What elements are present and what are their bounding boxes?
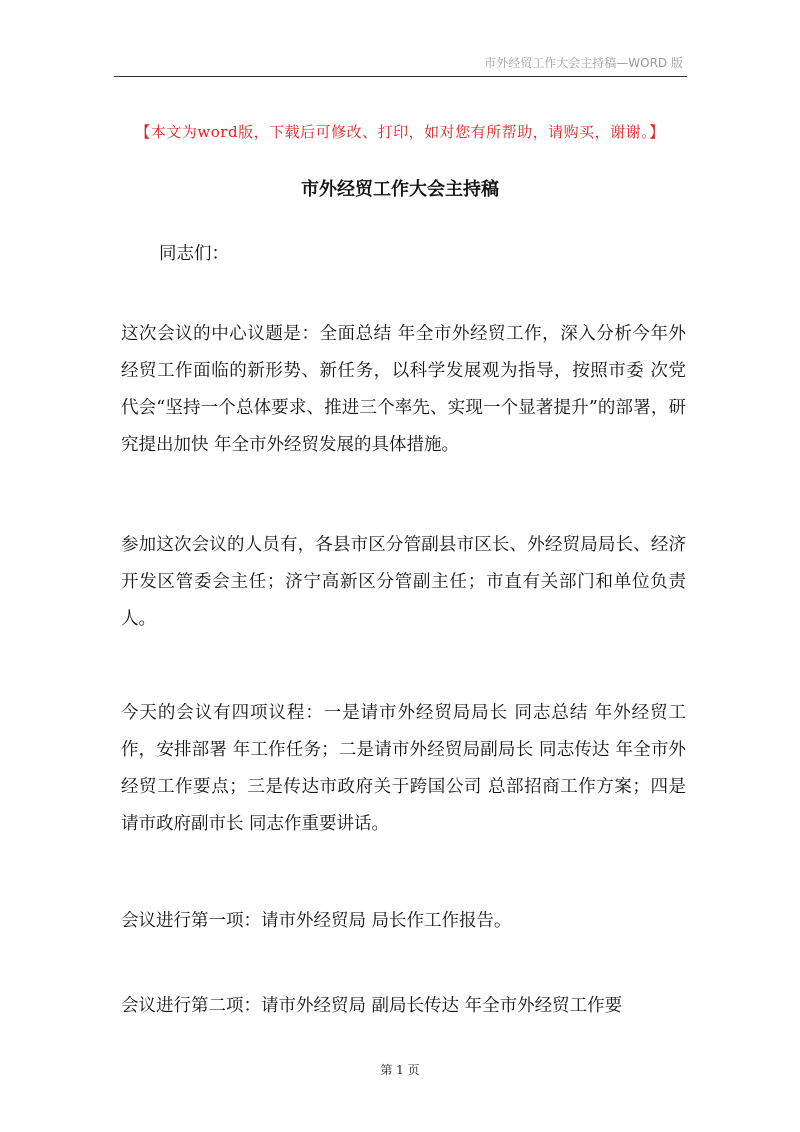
download-notice: 【本文为word版，下载后可修改、打印，如对您有所帮助，请购买，谢谢。】 — [135, 123, 665, 141]
paragraph-agenda-theme: 这次会议的中心议题是：全面总结 年全市外经贸工作，深入分析今年外经贸工作面临的新形势、新任务，以科学发展观为指导，按照市委 次党代会“坚持一个总体要求、推进三个率先、实现一个显著提升”的部署，研究提出加快 年全市外经贸发展的具体措施。 — [121, 324, 686, 455]
header-divider — [114, 76, 687, 77]
paragraph-four-items: 今天的会议有四项议程：一是请市外经贸局局长 同志总结 年外经贸工作，安排部署 年工作任务；二是请市外经贸局副局长 同志传达 年全市外经贸工作要点；三是传达市政府关于跨国公司 总部招商工作方案；四是请市政府副市长 同志作重要讲话。 — [121, 703, 686, 834]
paragraph-attendees: 参加这次会议的人员有，各县市区分管副县市区长、外经贸局局长、经济开发区管委会主任；济宁高新区分管副主任；市直有关部门和单位负责人。 — [121, 535, 686, 629]
page-number: 第 1 页 — [380, 1063, 420, 1077]
paragraph-item-two: 会议进行第二项：请市外经贸局 副局长传达 年全市外经贸工作要 — [121, 996, 623, 1016]
salutation: 同志们： — [159, 244, 229, 264]
running-header: 市外经贸工作大会主持稿—WORD 版 — [484, 56, 683, 70]
document-title: 市外经贸工作大会主持稿 — [301, 179, 499, 200]
paragraph-item-one: 会议进行第一项：请市外经贸局 局长作工作报告。 — [121, 911, 512, 931]
